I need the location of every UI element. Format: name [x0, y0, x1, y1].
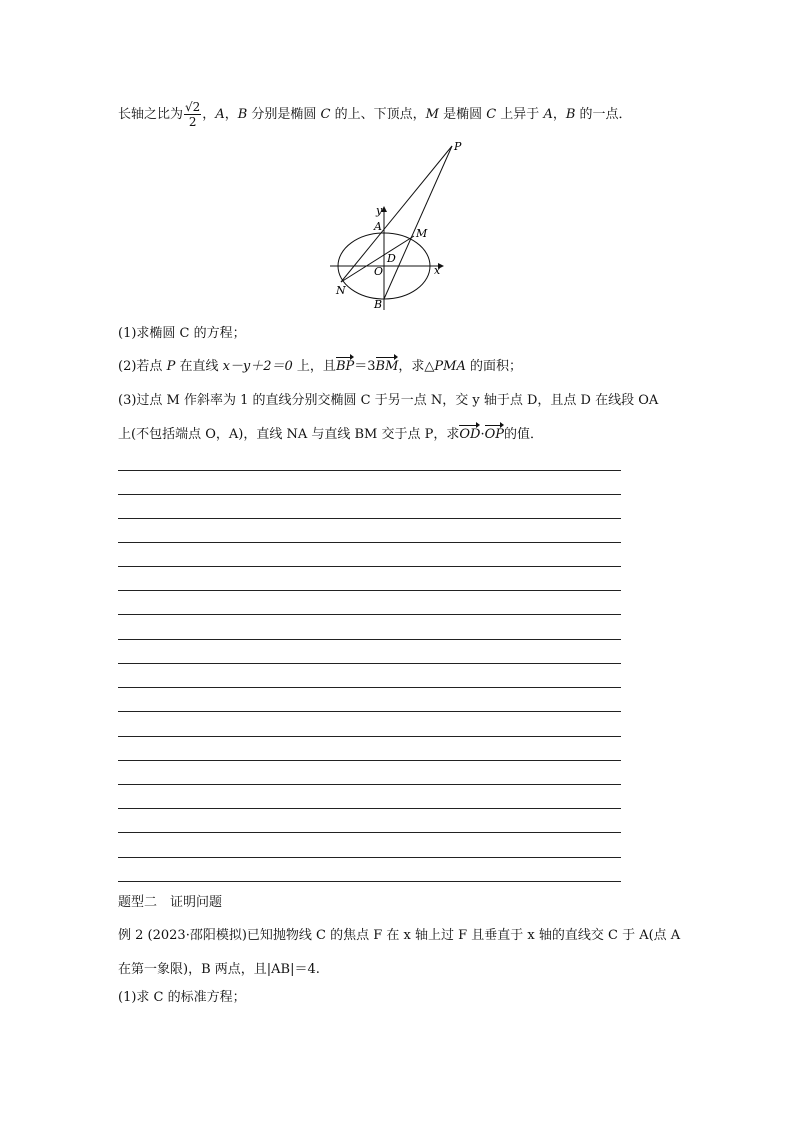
answer-line [118, 832, 621, 833]
dot-product: · [480, 427, 485, 442]
answer-line [118, 711, 621, 712]
section-heading: 题型二 证明问题 [118, 895, 223, 910]
q2-text: (2)若点 [118, 359, 167, 374]
intro-text: 的一点． [575, 107, 632, 122]
triangle-pma: PMA [434, 359, 466, 374]
answer-line [118, 542, 621, 543]
question-2 [118, 355, 522, 374]
answer-line [118, 736, 621, 737]
label-n: N [336, 284, 346, 297]
label-d: D [387, 252, 396, 265]
q2-text: ＝3 [354, 359, 376, 374]
intro-text: 是椭圆 [438, 107, 487, 122]
var-a: A [543, 107, 553, 122]
ellipse-diagram [326, 140, 466, 315]
answer-line [118, 639, 621, 640]
label-o: O [374, 265, 384, 278]
q2-text: ，求△ [398, 359, 435, 374]
intro-prefix: 长轴之比为 [118, 107, 184, 122]
var-b: B [565, 107, 576, 122]
fraction-numerator: √2 [185, 100, 201, 114]
fraction-root2-over-2 [184, 101, 201, 128]
q3-text: 上(不包括端点 O，A)，直线 NA 与直线 BM 交于点 P，求 [118, 427, 460, 442]
var-b: B [237, 107, 248, 122]
answer-line [118, 687, 621, 688]
example-2-line-2: 在第一象限)，B 两点，且|AB|＝4. [118, 962, 320, 977]
answer-line [118, 566, 621, 567]
line-bp [384, 146, 452, 299]
intro-text: 的上、下顶点， [330, 107, 426, 122]
answer-line [118, 808, 621, 809]
var-c: C [486, 107, 497, 122]
answer-line [118, 590, 621, 591]
answer-line [118, 470, 621, 471]
label-m: M [416, 227, 428, 240]
answer-line [118, 784, 621, 785]
label-y: y [376, 204, 383, 217]
vector-od: OD [459, 427, 481, 442]
q3-text: 的值． [504, 427, 544, 442]
intro-text: 分别是椭圆 [247, 107, 321, 122]
question-3-line-1: (3)过点 M 作斜率为 1 的直线分别交椭圆 C 于另一点 N，交 y 轴于点 D，且点 D 在线段 OA [118, 393, 659, 408]
intro-text: ， [552, 107, 566, 122]
var-c: C [320, 107, 331, 122]
problem-intro-line [118, 96, 632, 134]
example-2-line-1: 例 2 (2023·邵阳模拟)已知抛物线 C 的焦点 F 在 x 轴上过 F 且垂直于 x 轴的直线交 C 于 A(点 A [118, 928, 681, 943]
vector-bm: BM [375, 359, 399, 374]
question-1: (1)求椭圆 C 的方程； [118, 326, 246, 341]
answer-line [118, 881, 621, 882]
answer-line [118, 614, 621, 615]
q2-text: 在直线 [175, 359, 223, 374]
line-np [341, 146, 452, 282]
answer-line [118, 857, 621, 858]
q2-text: 上，且 [292, 359, 336, 374]
label-a: A [374, 220, 382, 233]
var-m: M [425, 107, 439, 122]
line-equation: x－y＋2＝0 [222, 359, 293, 374]
answer-line [118, 518, 621, 519]
answer-line [118, 494, 621, 495]
vector-bp: BP [335, 359, 355, 374]
vector-op: OP [484, 427, 504, 442]
var-p: P [166, 359, 176, 374]
answer-line [118, 663, 621, 664]
answer-line [118, 760, 621, 761]
example-2-question-1: (1)求 C 的标准方程； [118, 990, 246, 1005]
q2-text: 的面积； [465, 359, 522, 374]
var-a: A [215, 107, 225, 122]
intro-text: 上异于 [496, 107, 544, 122]
intro-text: ， [202, 107, 216, 122]
label-p: P [454, 140, 462, 153]
question-3-line-2 [118, 423, 543, 442]
label-b: B [374, 298, 383, 311]
fraction-denominator: 2 [188, 115, 197, 129]
label-x: x [434, 264, 441, 277]
intro-text: ， [224, 107, 238, 122]
